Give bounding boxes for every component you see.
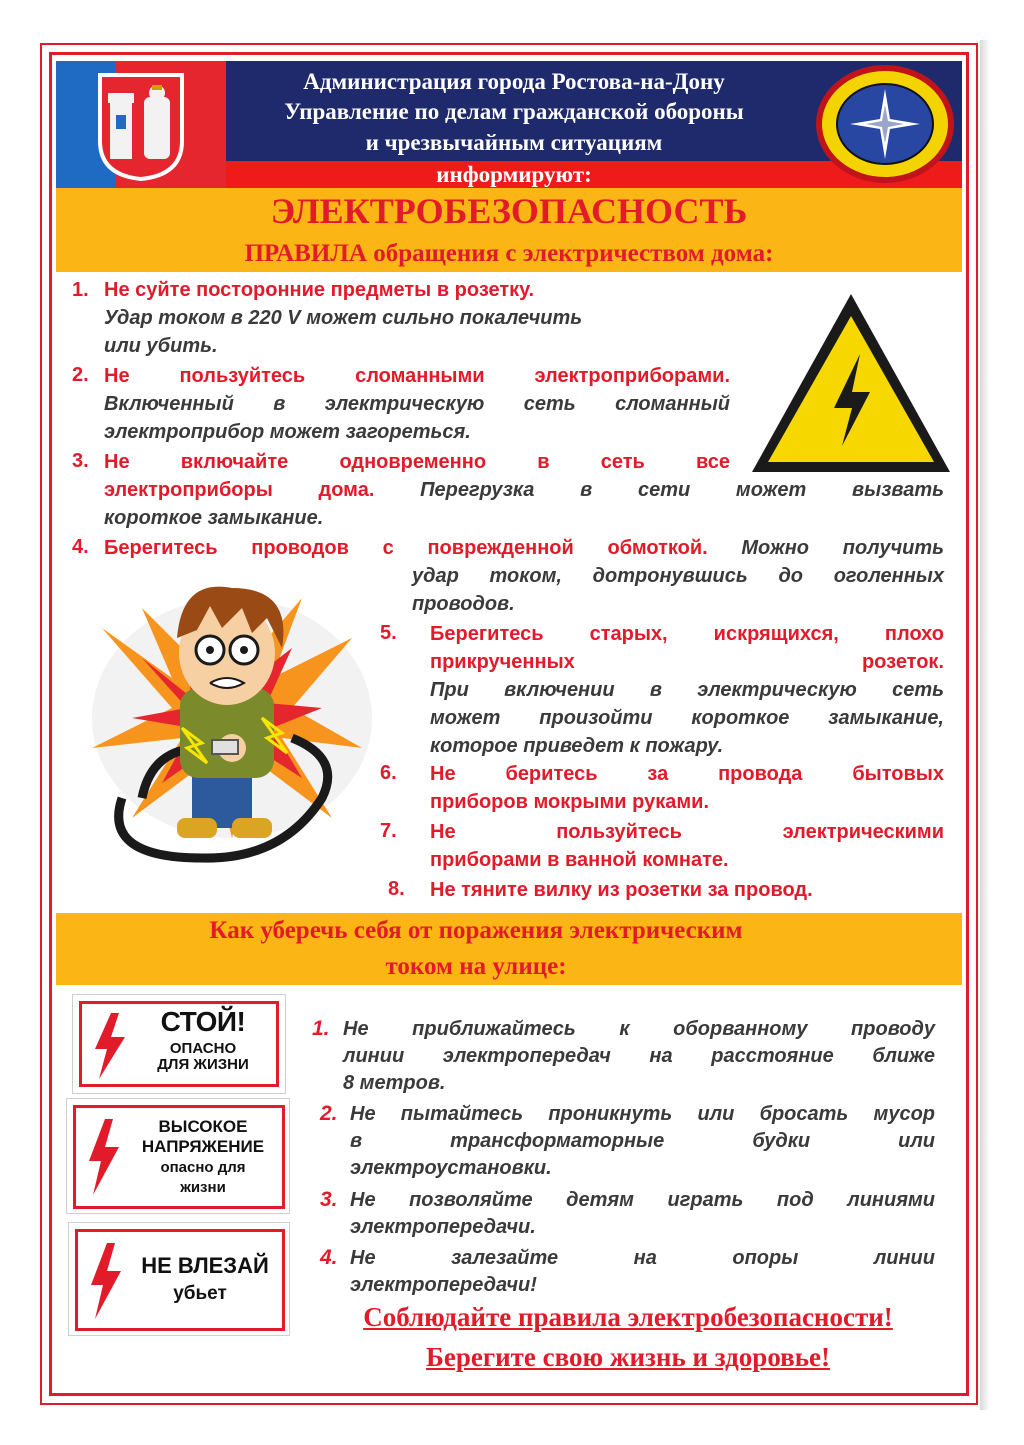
page-shadow [980,40,990,1410]
rule-5-line-5: которое приведет к пожару. [430,735,724,757]
sign-high-voltage-line-3: опасно для [160,1159,246,1176]
lightning-bolt-icon [93,1013,127,1079]
lightning-bolt-icon [89,1243,123,1319]
sign-high-voltage-line-1: ВЫСОКОЕ [158,1117,248,1136]
rule-8-line-1: Не тяните вилку из розетки за провод. [430,879,813,901]
sign-stop [72,994,286,1094]
rule-5 [430,620,944,760]
street-rule-4-number: 4. [320,1246,338,1269]
street-rule-1: Не приближайтесь к оборванному проводу линии электропередач на расстояние ближе 8 метров. [343,1018,935,1094]
rule-3 [104,448,944,532]
rule-2-number: 2. [72,364,89,386]
page-title: ЭЛЕКТРОБЕЗОПАСНОСТЬ [270,191,748,231]
rule-5-line-3: При включении в электрическую сеть [430,679,944,701]
rule-2-line-1: Включенный в электрическую сеть сломанный [104,393,730,415]
rule-6-number: 6. [380,762,397,784]
page-subtitle: ПРАВИЛА обращения с электричеством дома: [244,240,774,267]
rule-1-line-1: Удар током в 220 V может сильно покалечить [104,307,583,329]
rule-5-title-line-2: прикрученных розеток. [430,651,944,673]
sign-high-voltage-line-2: НАПРЯЖЕНИЕ [141,1137,265,1156]
sign-stop-line-2: ОПАСНО [169,1040,237,1057]
street-rule-4: Не залезайте на опоры линии электропередачи! [350,1247,935,1296]
sign-do-not-climb-line-1: НЕ ВЛЕЗАЙ [141,1253,269,1278]
rule-5-title-line-1: Берегитесь старых, искрящихся, плохо [430,623,944,645]
rule-2-title: Не пользуйтесь сломанными электроприборами. [104,365,730,387]
header [56,61,962,188]
street-rule-3: Не позволяйте детям играть под линиями электропередачи. [350,1189,935,1238]
rule-4-line-1: Берегитесь проводов с поврежденной обмоткой. Можно получить [104,537,944,559]
header-line-2: Управление по делам гражданской обороны [284,99,744,124]
coat-of-arms-icon [96,71,186,183]
rule-3-line-2: электроприборы дома. Перегрузка в сети может вызвать [104,479,945,501]
rule-7-line-1: Не пользуйтесь электрическими [430,821,944,843]
emergency-emblem-icon [816,65,954,183]
rule-6-line-2: приборов мокрыми руками. [430,791,710,813]
electrocuted-boy-illustration [82,568,372,868]
rule-1-line-2: или убить. [104,335,218,357]
rule-7-line-2: приборами в ванной комнате. [430,849,729,871]
rule-8-number: 8. [388,878,405,900]
rule-6 [430,760,944,816]
sign-do-not-climb-line-2: убьет [173,1283,227,1304]
sign-stop-line-3: ДЛЯ ЖИЗНИ [157,1056,249,1073]
city-flag-image [56,61,226,188]
rule-7-number: 7. [380,820,397,842]
sign-high-voltage-line-4: жизни [180,1179,226,1196]
rule-5-number: 5. [380,622,397,644]
header-line-4: информируют: [436,162,592,187]
rule-8 [430,876,944,904]
rule-6-line-1: Не беритесь за провода бытовых [430,763,944,785]
rule-7 [430,818,944,874]
rule-3-title-line-1: Не включайте одновременно в сеть все [104,451,730,473]
header-line-1: Администрация города Ростова-на-Дону [303,69,725,94]
rule-4-line-3: проводов. [412,593,515,615]
rule-1-number: 1. [72,279,89,301]
street-rule-2: Не пытайтесь проникнуть или бросать мусор в трансформаторные будки или электроустановки. [350,1103,935,1179]
rule-3-number: 3. [72,450,89,472]
sign-high-voltage [66,1098,290,1214]
closing-line-2: Берегите свою жизнь и здоровье! [426,1342,830,1372]
rule-1 [104,276,724,360]
rule-2 [104,362,730,446]
header-line-3: и чрезвычайным ситуациям [365,130,663,155]
rule-2-line-2: электроприбор может загореться. [104,421,471,443]
rule-4-line-2: удар током, дотронувшись до оголенных [412,565,944,587]
lightning-bolt-icon [87,1119,121,1195]
street-title-line-2: током на улице: [385,953,567,980]
street-title-line-1: Как уберечь себя от поражения электрическим [209,917,743,944]
closing-line-1: Соблюдайте правила электробезопасности! [363,1302,893,1332]
rule-4-number: 4. [72,536,89,558]
rule-3-line-3: короткое замыкание. [104,507,324,529]
rule-5-line-4: может произойти короткое замыкание, [430,707,944,729]
street-rule-2-number: 2. [320,1102,338,1125]
street-rule-1-number: 1. [312,1017,330,1040]
sign-do-not-climb [68,1222,290,1336]
rule-1-title: Не суйте посторонние предметы в розетку. [104,279,535,301]
sign-stop-line-1: СТОЙ! [160,1006,246,1037]
street-rule-3-number: 3. [320,1188,338,1211]
